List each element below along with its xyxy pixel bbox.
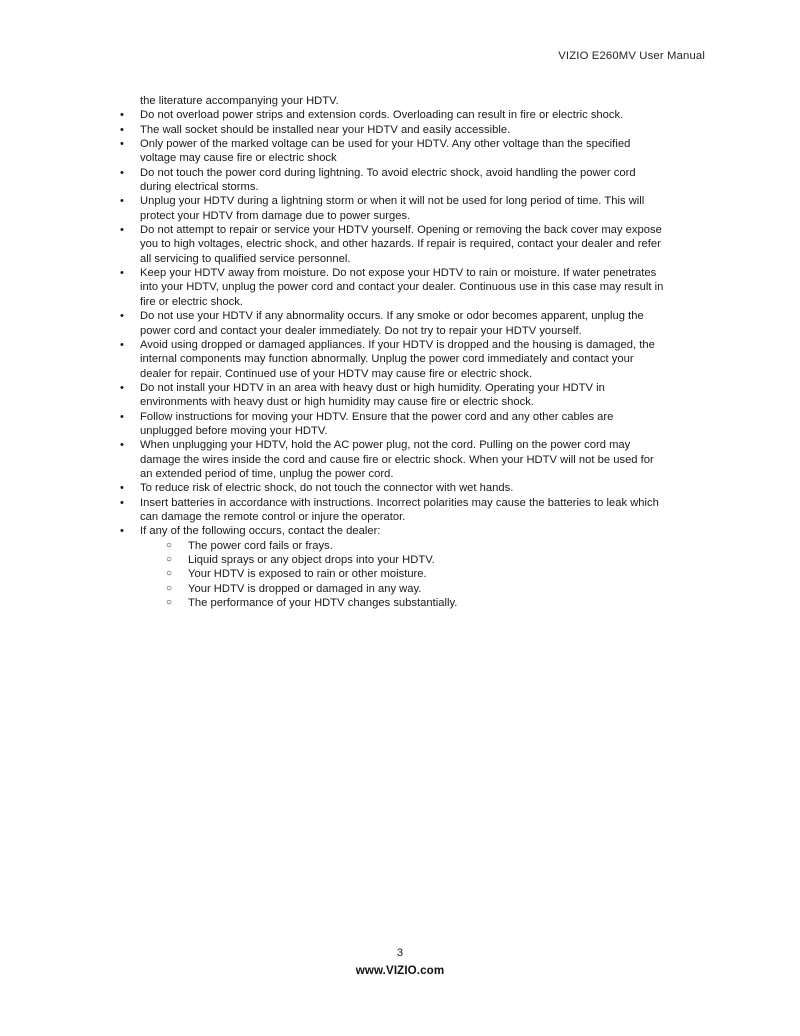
list-item-text: When unplugging your HDTV, hold the AC power plug, not the cord. Pulling on the power cord may damage the wires inside the cord and cause fire or electric shock. When your HDTV will not be used for an extended period of time, unplug the power cord. — [140, 439, 654, 480]
circle-bullet-marker-icon: ○ — [166, 554, 173, 565]
list-item — [120, 309, 664, 338]
list-item — [120, 381, 664, 410]
page-number: 3 — [396, 947, 404, 959]
list-item-text: Unplug your HDTV during a lightning storm or when it will not be used for long period of time. This will protect your HDTV from damage due to power surges. — [140, 195, 645, 222]
sub-list-item-text: Your HDTV is exposed to rain or other moisture. — [188, 568, 427, 581]
bullet-marker-icon: • — [120, 482, 124, 495]
list-item — [120, 410, 664, 439]
list-item-text: Do not install your HDTV in an area with heavy dust or high humidity. Operating your HDTV in environments with heavy dust or high humidity may cause fire or electric shock. — [140, 381, 605, 409]
lead-paragraph: the literature accompanying your HDTV. — [140, 95, 339, 107]
list-item — [120, 481, 664, 495]
sub-list-item-text: Liquid sprays or any object drops into your HDTV. — [188, 554, 435, 566]
sub-list-item — [140, 582, 664, 596]
sub-list-item-text: Your HDTV is dropped or damaged in any way. — [188, 582, 422, 595]
list-item — [120, 194, 664, 223]
sub-list-item — [140, 567, 664, 581]
list-item-text: Do not overload power strips and extension cords. Overloading can result in fire or electric shock. — [140, 109, 624, 122]
bullet-marker-icon: • — [120, 267, 124, 280]
list-item-text: If any of the following occurs, contact the dealer: — [140, 525, 381, 538]
circle-bullet-marker-icon: ○ — [166, 568, 173, 580]
list-item-text: Follow instructions for moving your HDTV. Ensure that the power cord and any other cables are unplugged before moving your HDTV. — [140, 410, 614, 437]
page-footer — [0, 946, 800, 978]
list-item-text: Keep your HDTV away from moisture. Do not expose your HDTV to rain or moisture. If water penetrates into your HDTV, unplug the power cord and contact your dealer. Continuous use in this case may result in fire or electric shock. — [140, 267, 664, 308]
bullet-marker-icon: • — [120, 166, 124, 179]
bullet-marker-icon: • — [120, 439, 124, 452]
bullet-marker-icon: • — [120, 496, 124, 509]
list-item-text: Do not use your HDTV if any abnormality occurs. If any smoke or odor becomes apparent, unplug the power cord and contact your dealer immediately. Do not try to repair your HDTV yourself. — [140, 310, 644, 337]
list-item — [120, 524, 664, 610]
bullet-marker-icon: • — [120, 123, 124, 136]
list-item — [120, 123, 664, 137]
list-item — [120, 438, 664, 481]
list-item — [120, 223, 664, 266]
circle-bullet-marker-icon: ○ — [166, 539, 173, 551]
list-item-text: To reduce risk of electric shock, do not touch the connector with wet hands. — [140, 482, 514, 495]
list-item-text: Avoid using dropped or damaged appliances. If your HDTV is dropped and the housing is damaged, the internal components may function abnormally. Unplug the power cord immediately and contact your dealer for repair. Continued use of your HDTV may cause fire or electric shock. — [140, 338, 655, 380]
list-item-text: Do not touch the power cord during lightning. To avoid electric shock, avoid handling the power cord during electrical storms. — [140, 166, 636, 194]
sub-list-item-text: The power cord fails or frays. — [188, 539, 333, 552]
list-item-text: Only power of the marked voltage can be used for your HDTV. Any other voltage than the specified voltage may cause fire or electric shock — [140, 138, 631, 165]
list-item — [120, 266, 664, 309]
list-item-text: Insert batteries in accordance with instructions. Incorrect polarities may cause the batteries to leak which can damage the remote control or injure the operator. — [140, 496, 659, 523]
bullet-marker-icon: • — [120, 138, 124, 151]
list-item-text: The wall socket should be installed near your HDTV and easily accessible. — [140, 123, 511, 136]
sub-list-item-text: The performance of your HDTV changes substantially. — [188, 597, 458, 610]
dealer-contact-sublist — [140, 539, 664, 611]
list-item — [120, 166, 664, 195]
list-item — [120, 137, 664, 166]
list-item — [120, 496, 664, 525]
list-item-text: Do not attempt to repair or service your HDTV yourself. Opening or removing the back cover may expose you to high voltages, electric shock, and other hazards. If repair is required, contact your dealer and refer all servicing to qualified service personnel. — [140, 224, 662, 265]
sub-list-item — [140, 596, 664, 610]
bullet-marker-icon: • — [120, 410, 124, 423]
sub-list-item — [140, 553, 664, 567]
bullet-marker-icon: • — [120, 109, 124, 122]
bullet-marker-icon: • — [120, 525, 124, 538]
sub-list-item — [140, 539, 664, 553]
footer-website: www.VIZIO.com — [355, 964, 445, 977]
bullet-marker-icon: • — [120, 195, 124, 208]
bullet-marker-icon: • — [120, 224, 124, 237]
bullet-marker-icon: • — [120, 310, 124, 323]
list-item — [120, 338, 664, 381]
circle-bullet-marker-icon: ○ — [166, 582, 173, 594]
page-content — [120, 94, 664, 610]
circle-bullet-marker-icon: ○ — [166, 597, 173, 609]
page-header-title: VIZIO E260MV User Manual — [558, 50, 705, 62]
page-header — [96, 49, 705, 63]
bullet-marker-icon: • — [120, 381, 124, 394]
bullet-marker-icon: • — [120, 338, 124, 351]
safety-bullet-list — [120, 108, 664, 610]
list-item — [120, 108, 664, 122]
